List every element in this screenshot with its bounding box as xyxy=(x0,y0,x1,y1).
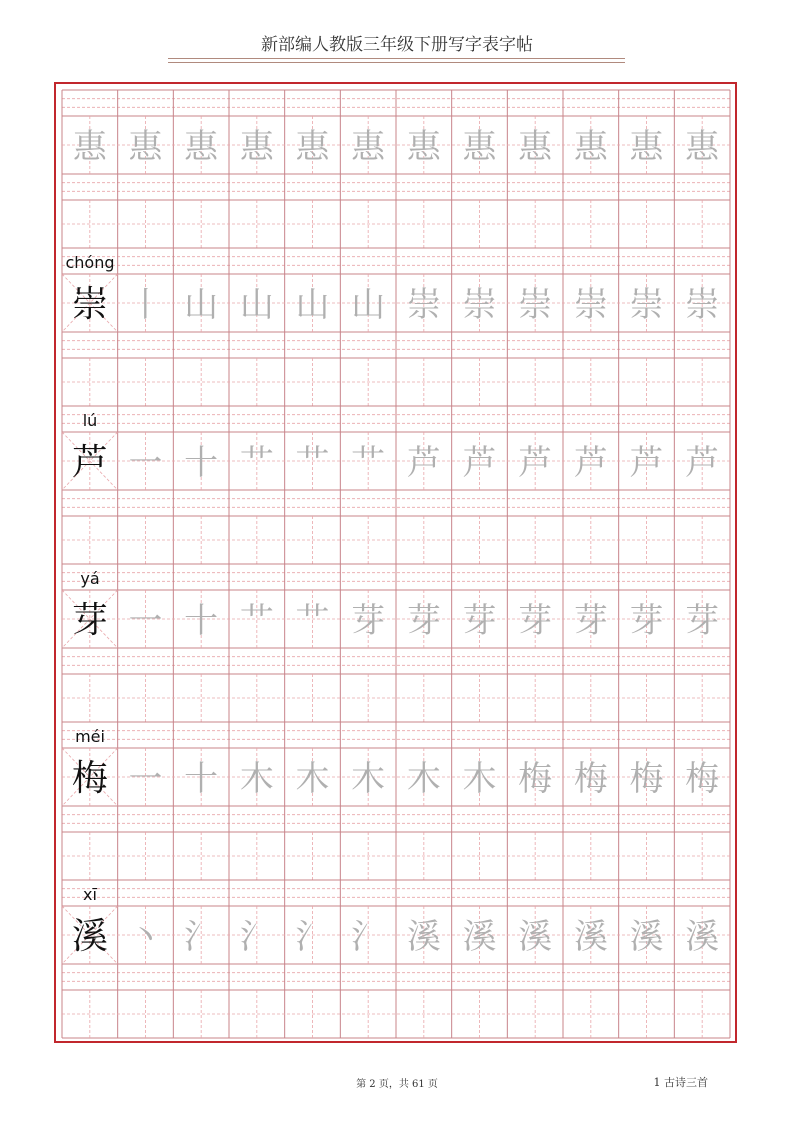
trace-character: 崇 xyxy=(573,285,608,325)
trace-character: 山 xyxy=(184,285,219,325)
trace-character: 木 xyxy=(406,759,441,799)
trace-character: 芦 xyxy=(685,443,720,483)
trace-character: 崇 xyxy=(518,285,553,325)
trace-character: 十 xyxy=(184,759,219,799)
trace-character: 芦 xyxy=(462,443,497,483)
trace-character: 崇 xyxy=(629,285,664,325)
trace-character: 芽 xyxy=(462,601,497,641)
trace-character: 芽 xyxy=(518,601,553,641)
trace-character: 惠 xyxy=(128,127,163,167)
trace-character: 氵 xyxy=(295,917,330,957)
trace-character: 芦 xyxy=(406,443,441,483)
trace-character: 梅 xyxy=(629,759,664,799)
trace-character: 溪 xyxy=(406,917,441,957)
trace-character: 艹 xyxy=(239,601,274,641)
trace-character: 一 xyxy=(128,601,163,641)
footer-lesson-title: 1 古诗三首 xyxy=(653,1076,708,1089)
trace-character: 芦 xyxy=(518,443,553,483)
trace-character: 山 xyxy=(351,285,386,325)
trace-character: 溪 xyxy=(573,917,608,957)
page-title: 新部编人教版三年级下册写字表字帖 xyxy=(261,35,533,55)
trace-character: 惠 xyxy=(406,127,441,167)
model-character: 芽 xyxy=(71,600,108,641)
trace-character: 山 xyxy=(295,285,330,325)
trace-character: 芦 xyxy=(573,443,608,483)
trace-character: 木 xyxy=(295,759,330,799)
trace-character: 艹 xyxy=(295,601,330,641)
trace-character: 十 xyxy=(184,601,219,641)
trace-character: 梅 xyxy=(518,759,553,799)
trace-character: 崇 xyxy=(685,285,720,325)
trace-character: 丨 xyxy=(128,285,163,325)
trace-character: 一 xyxy=(128,443,163,483)
trace-character: 溪 xyxy=(629,917,664,957)
trace-character: 惠 xyxy=(295,127,330,167)
trace-character: 梅 xyxy=(685,759,720,799)
trace-character: 惠 xyxy=(351,127,386,167)
model-character: 溪 xyxy=(71,916,108,957)
trace-character: 十 xyxy=(184,443,219,483)
model-character: 梅 xyxy=(71,758,108,799)
pinyin-label: xī xyxy=(83,885,97,904)
model-character: 崇 xyxy=(71,284,108,325)
trace-character: 溪 xyxy=(685,917,720,957)
trace-character: 一 xyxy=(128,759,163,799)
model-character: 芦 xyxy=(71,442,108,483)
pinyin-label: yá xyxy=(80,569,100,588)
trace-character: 山 xyxy=(239,285,274,325)
trace-character: 溪 xyxy=(462,917,497,957)
trace-character: 木 xyxy=(351,759,386,799)
footer-page-number: 第 2 页，共 61 页 xyxy=(356,1079,438,1090)
trace-character: 氵 xyxy=(351,917,386,957)
trace-character: 木 xyxy=(462,759,497,799)
trace-character: 惠 xyxy=(239,127,274,167)
trace-character: 氵 xyxy=(239,917,274,957)
trace-character: 惠 xyxy=(184,127,219,167)
trace-character: 芦 xyxy=(629,443,664,483)
trace-character: 芽 xyxy=(629,601,664,641)
trace-character: 艹 xyxy=(295,443,330,483)
pinyin-label: méi xyxy=(75,727,105,746)
trace-character: 丶 xyxy=(128,917,163,957)
trace-character: 溪 xyxy=(518,917,553,957)
trace-character: 惠 xyxy=(518,127,553,167)
trace-character: 惠 xyxy=(573,127,608,167)
trace-character: 芽 xyxy=(351,601,386,641)
trace-character: 艹 xyxy=(351,443,386,483)
pinyin-label: chóng xyxy=(65,253,115,272)
trace-character: 芽 xyxy=(685,601,720,641)
pinyin-label: lú xyxy=(82,411,98,430)
trace-character: 惠 xyxy=(462,127,497,167)
trace-character: 惠 xyxy=(72,127,107,167)
trace-character: 崇 xyxy=(406,285,441,325)
trace-character: 芽 xyxy=(573,601,608,641)
trace-character: 梅 xyxy=(573,759,608,799)
trace-character: 惠 xyxy=(685,127,720,167)
trace-character: 惠 xyxy=(629,127,664,167)
trace-character: 芽 xyxy=(406,601,441,641)
trace-character: 氵 xyxy=(184,917,219,957)
trace-character: 艹 xyxy=(239,443,274,483)
trace-character: 木 xyxy=(239,759,274,799)
trace-character: 崇 xyxy=(462,285,497,325)
